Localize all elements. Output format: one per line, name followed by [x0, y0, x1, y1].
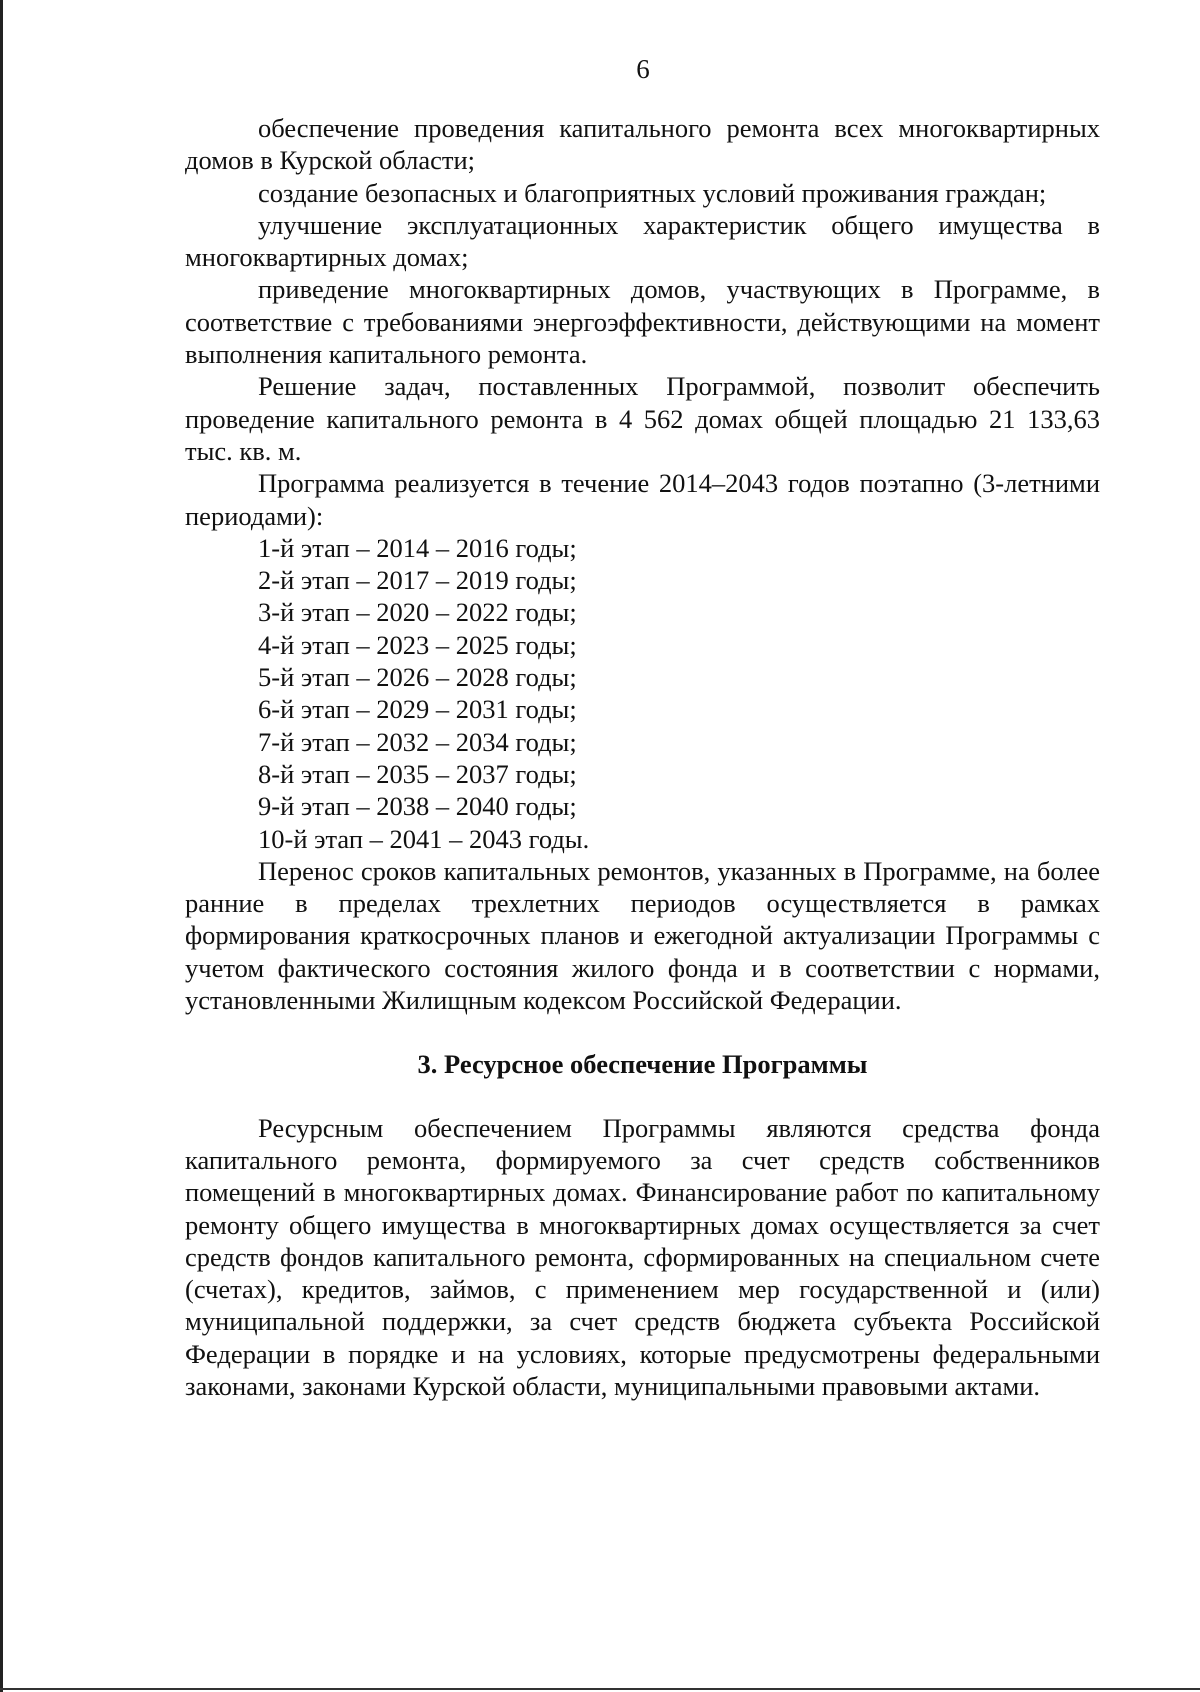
document-body: [185, 112, 1100, 1402]
stage-item: 8-й этап – 2035 – 2037 годы;: [258, 758, 577, 789]
page-number: 6: [636, 54, 650, 84]
stage-list: [185, 532, 1100, 855]
paragraph-goal-energy-efficiency: приведение многоквартирных домов, участвующих в Программе, в соответствие с требованиями энергоэффективности, действующими на момент выполнения капитального ремонта.: [185, 274, 1100, 370]
section-heading: 3. Ресурсное обеспечение Программы: [417, 1049, 868, 1080]
stage-item: 3-й этап – 2020 – 2022 годы;: [258, 597, 577, 628]
paragraph-resource-support: Ресурсным обеспечением Программы являются средства фонда капитального ремонта, формируемого за счет средств собственников помещений в многоквартирных домах. Финансирование работ по капитальному ремонту общего имущества в многоквартирных домах осуществляется за счет средств фондов капитального ремонта, сформированных на специальном счете (счетах), кредитов, займов, с применением мер государственной и (или) муниципальной поддержки, за счет средств бюджета субъекта Российской Федерации в порядке и на условиях, которые предусмотрены федеральными законами, законами Курской области, муниципальными правовыми актами.: [185, 1112, 1100, 1401]
stage-item: 5-й этап – 2026 – 2028 годы;: [258, 662, 577, 693]
paragraph-transfer-terms: Перенос сроков капитальных ремонтов, указанных в Программе, на более ранние в пределах трехлетних периодов осуществляется в рамках формирования краткосрочных планов и ежегодной актуализации Программы с учетом фактического состояния жилого фонда и в соответствии с нормами, установленными Жилищным кодексом Российской Федерации.: [185, 855, 1100, 1016]
stage-item: 2-й этап – 2017 – 2019 годы;: [258, 565, 577, 596]
stage-item: 4-й этап – 2023 – 2025 годы;: [258, 629, 577, 660]
stage-item: 7-й этап – 2032 – 2034 годы;: [258, 726, 577, 757]
stage-item: 1-й этап – 2014 – 2016 годы;: [258, 532, 577, 563]
scan-left-edge: [0, 0, 3, 1692]
scan-bottom-edge: [0, 1688, 1200, 1690]
paragraph-program-period: Программа реализуется в течение 2014–2043 годов поэтапно (3-летними периодами):: [185, 468, 1100, 531]
stage-item: 9-й этап – 2038 – 2040 годы;: [258, 791, 577, 822]
paragraph-goal-safe-conditions: создание безопасных и благоприятных условий проживания граждан;: [258, 177, 1047, 208]
paragraph-goal-capital-repair: обеспечение проведения капитального ремонта всех многоквартирных домов в Курской области;: [185, 113, 1100, 176]
stage-item: 6-й этап – 2029 – 2031 годы;: [258, 694, 577, 725]
stage-item: 10-й этап – 2041 – 2043 годы.: [258, 823, 590, 854]
paragraph-tasks-result: Решение задач, поставленных Программой, позволит обеспечить проведение капитального ремонта в 4 562 домах общей площадью 21 133,63 тыс. кв. м.: [185, 371, 1100, 466]
paragraph-goal-improvement: улучшение эксплуатационных характеристик общего имущества в многоквартирных домах;: [185, 209, 1100, 273]
